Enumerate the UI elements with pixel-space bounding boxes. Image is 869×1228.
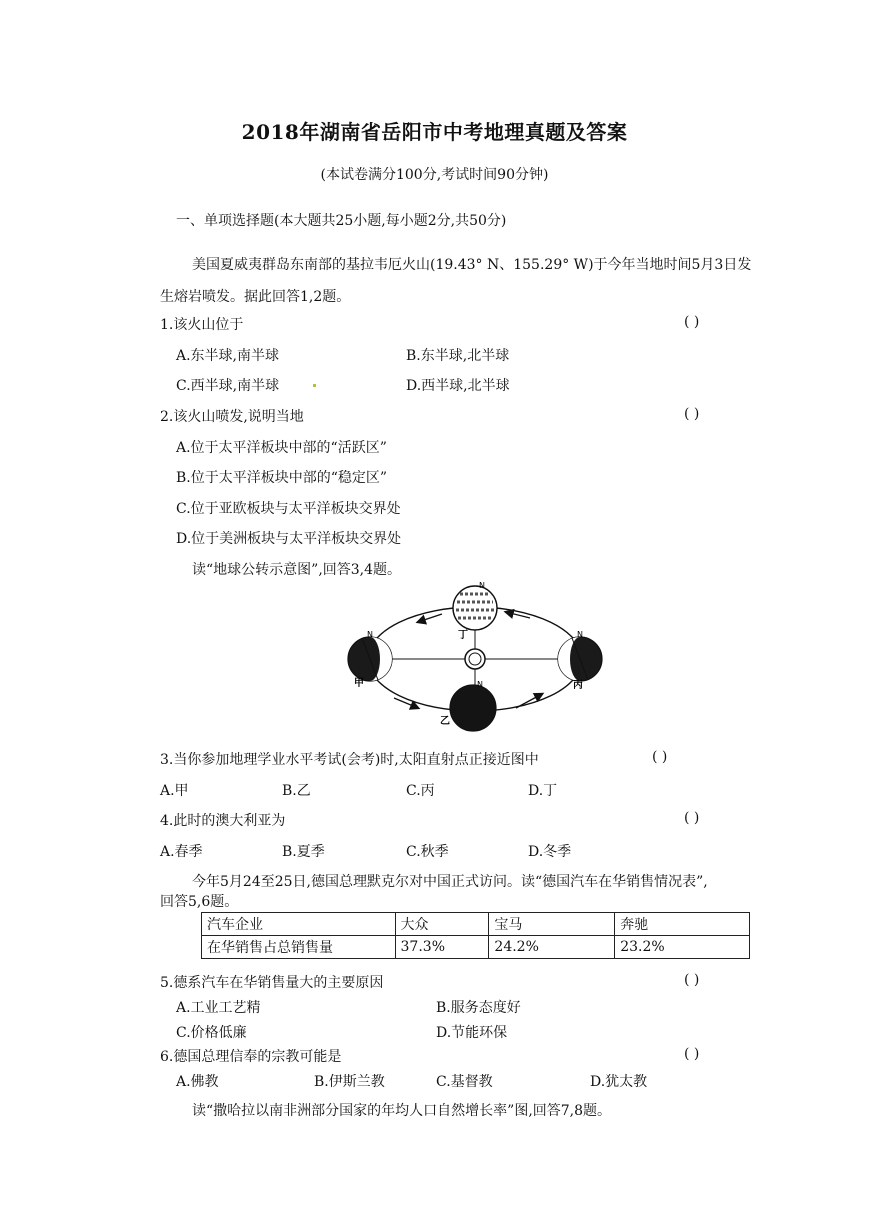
intro-1-line-1: 美国夏威夷群岛东南部的基拉韦厄火山(19.43° N、155.29° W)于今年当地时间5月3日发 (192, 257, 752, 273)
intro-3-line-1: 今年5月24至25日,德国总理默克尔对中国正式访问。读“德国汽车在华销售情况表”, (192, 874, 708, 890)
q4-option-d: D.冬季 (528, 844, 572, 860)
table-cell: 在华销售占总销售量 (202, 936, 396, 959)
table-cell: 24.2% (489, 936, 615, 959)
q3-option-c: C.丙 (406, 783, 435, 799)
intro-4: 读“撒哈拉以南非洲部分国家的年均人口自然增长率”图,回答7,8题。 (192, 1103, 612, 1119)
q1-option-b: B.东半球,北半球 (406, 348, 510, 364)
north-label-jia: N (367, 630, 373, 639)
q3-option-a: A.甲 (160, 783, 189, 799)
exam-info: (本试卷满分100分,考试时间90分钟) (320, 167, 549, 183)
intro-2: 读“地球公转示意图”,回答3,4题。 (192, 562, 402, 578)
q4-answer-bracket: ( ) (684, 810, 700, 826)
q5-stem: 5.德系汽车在华销售量大的主要原因 (160, 975, 384, 991)
q3-option-b: B.乙 (282, 783, 311, 799)
north-label-bing: N (577, 630, 583, 639)
q2-option-c: C.位于亚欧板块与太平洋板块交界处 (176, 501, 401, 517)
sun-icon (465, 649, 485, 669)
north-label-ding: N (479, 581, 485, 590)
q1-option-a: A.东半球,南半球 (176, 348, 280, 364)
table-cell: 大众 (395, 913, 489, 936)
q1-option-d: D.西半球,北半球 (406, 378, 510, 394)
table-cell: 37.3% (395, 936, 489, 959)
table-header-row (202, 913, 750, 936)
orbit-arrow-top-left (418, 614, 442, 622)
q3-stem: 3.当你参加地理学业水平考试(会考)时,太阳直射点正接近图中 (160, 752, 539, 768)
speck-mark (313, 384, 316, 387)
q4-option-c: C.秋季 (406, 844, 449, 860)
q6-stem: 6.德国总理信奉的宗教可能是 (160, 1049, 342, 1065)
q2-option-b: B.位于太平洋板块中部的“稳定区” (176, 470, 388, 486)
q1-option-c: C.西半球,南半球 (176, 378, 280, 394)
page-title: 2018年湖南省岳阳市中考地理真题及答案 (241, 120, 628, 144)
q5-option-c: C.价格低廉 (176, 1025, 247, 1041)
label-yi: 乙 (440, 716, 450, 727)
q4-option-a: A.春季 (160, 844, 203, 860)
earth-yi-icon (450, 680, 496, 731)
q5-answer-bracket: ( ) (684, 972, 700, 988)
q5-option-b: B.服务态度好 (436, 1000, 521, 1016)
earth-jia-icon (348, 630, 392, 681)
q2-answer-bracket: ( ) (684, 406, 700, 422)
earth-revolution-diagram (330, 580, 620, 740)
label-ding: 丁 (458, 630, 468, 641)
q5-option-a: A.工业工艺精 (176, 1000, 261, 1016)
q6-answer-bracket: ( ) (684, 1046, 700, 1062)
intro-1-line-2: 生熔岩喷发。据此回答1,2题。 (160, 289, 351, 305)
q6-option-c: C.基督教 (436, 1074, 493, 1090)
q2-option-d: D.位于美洲板块与太平洋板块交界处 (176, 531, 402, 547)
table-cell: 宝马 (489, 913, 615, 936)
q3-option-d: D.丁 (528, 783, 558, 799)
sales-table (201, 912, 750, 959)
q2-option-a: A.位于太平洋板块中部的“活跃区” (176, 440, 387, 456)
q3-answer-bracket: ( ) (652, 749, 668, 765)
intro-3-line-2: 回答5,6题。 (160, 894, 239, 910)
q2-stem: 2.该火山喷发,说明当地 (160, 409, 304, 425)
q6-option-b: B.伊斯兰教 (314, 1074, 385, 1090)
table-cell: 奔驰 (615, 913, 750, 936)
q6-option-a: A.佛教 (176, 1074, 219, 1090)
label-jia: 甲 (354, 678, 364, 689)
north-label-yi: N (477, 680, 483, 689)
earth-ding-icon (453, 581, 497, 630)
q1-stem: 1.该火山位于 (160, 317, 244, 333)
q5-option-d: D.节能环保 (436, 1025, 508, 1041)
section-heading: 一、单项选择题(本大题共25小题,每小题2分,共50分) (176, 213, 507, 229)
table-cell: 汽车企业 (202, 913, 396, 936)
q4-stem: 4.此时的澳大利亚为 (160, 813, 286, 829)
q6-option-d: D.犹太教 (590, 1074, 648, 1090)
table-cell: 23.2% (615, 936, 750, 959)
earth-bing-icon (558, 630, 602, 681)
label-bing: 丙 (573, 680, 583, 691)
q1-answer-bracket: ( ) (684, 314, 700, 330)
table-row (202, 936, 750, 959)
q4-option-b: B.夏季 (282, 844, 325, 860)
